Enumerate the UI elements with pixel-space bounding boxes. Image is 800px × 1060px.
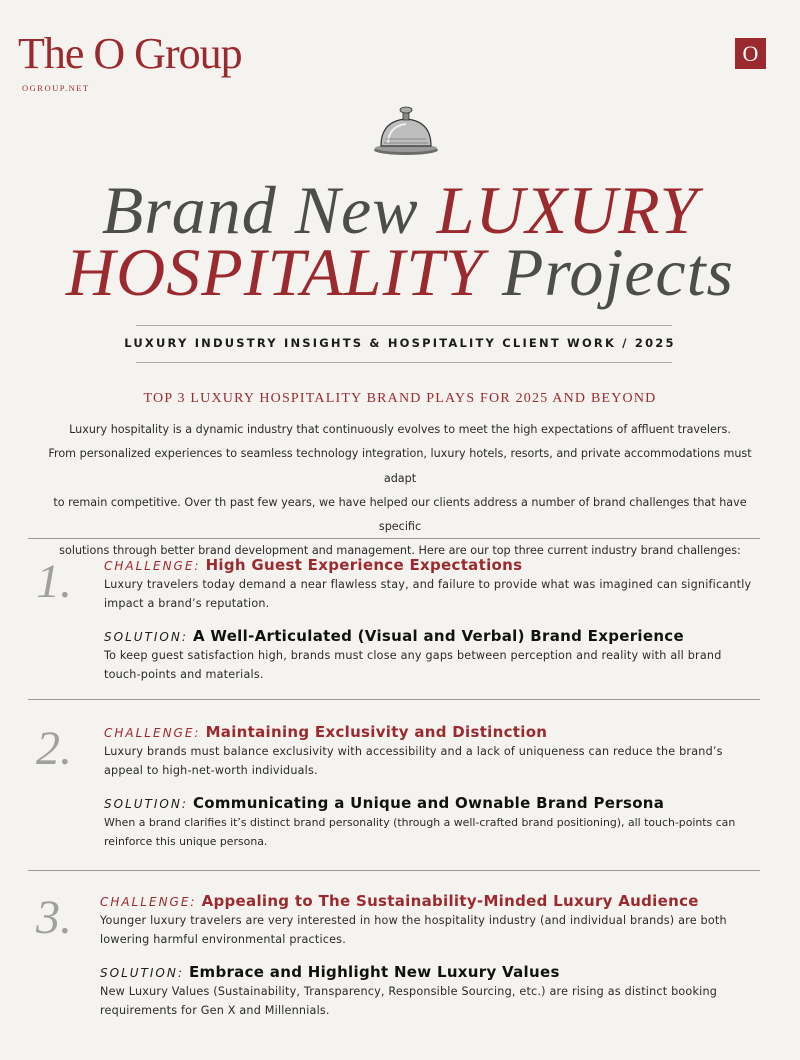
solution-heading bbox=[104, 794, 764, 813]
text-line: Luxury brands must balance exclusivity with accessibility and a lack of uniqueness can reduce the brand’s bbox=[104, 745, 723, 758]
item-number-3: 3. bbox=[36, 891, 72, 944]
intro-line: From personalized experiences to seamless technology integration, luxury hotels, resorts, and private accommodations must adapt bbox=[48, 447, 752, 485]
challenge-text bbox=[104, 742, 764, 780]
solution-label: SOLUTION: bbox=[104, 630, 188, 644]
solution-title: Communicating a Unique and Ownable Brand Persona bbox=[192, 794, 665, 812]
headline-line-2 bbox=[0, 234, 800, 310]
brand-url[interactable]: OGROUP.NET bbox=[22, 83, 90, 93]
challenge-heading bbox=[104, 723, 764, 742]
challenge-title: Appealing to The Sustainability-Minded Luxury Audience bbox=[201, 892, 699, 910]
section-title: TOP 3 LUXURY HOSPITALITY BRAND PLAYS FOR 2025 AND BEYOND bbox=[143, 391, 657, 406]
service-bell-icon bbox=[372, 103, 440, 157]
challenge-title: High Guest Experience Expectations bbox=[205, 556, 523, 574]
intro-line: solutions through better brand development and management. Here are our top three current industry brand challenges: bbox=[59, 544, 741, 558]
text-line: When a brand clarifies it’s distinct brand personality (through a well-crafted brand positioning), all touch-points can bbox=[104, 816, 736, 829]
challenge-heading bbox=[104, 556, 764, 575]
solution-heading bbox=[100, 963, 780, 982]
intro-line: to remain competitive. Over th past few years, we have helped our clients address a number of brand challenges that have specific bbox=[53, 495, 747, 534]
solution-title: A Well-Articulated (Visual and Verbal) Brand Experience bbox=[192, 627, 684, 645]
text-line: Younger luxury travelers are very interested in how the hospitality industry (and individual brands) are both bbox=[100, 914, 727, 927]
challenge-heading bbox=[100, 892, 780, 911]
item-number-2: 2. bbox=[36, 722, 72, 775]
challenge-text bbox=[104, 575, 764, 613]
divider bbox=[28, 870, 760, 871]
text-line: appeal to high-net-worth individuals. bbox=[104, 764, 318, 777]
text-line: reinforce this unique persona. bbox=[104, 835, 268, 848]
subhead: LUXURY INDUSTRY INSIGHTS & HOSPITALITY CLIENT WORK / 2025 bbox=[124, 336, 676, 350]
item-number-1: 1. bbox=[36, 555, 72, 608]
brand-logo-text: The O Group bbox=[18, 29, 242, 78]
challenge-label: CHALLENGE: bbox=[104, 726, 201, 740]
item-2 bbox=[104, 723, 764, 851]
solution-label: SOLUTION: bbox=[104, 797, 188, 811]
text-line: requirements for Gen X and Millennials. bbox=[100, 1004, 330, 1017]
challenge-label: CHALLENGE: bbox=[104, 559, 201, 573]
text-line: New Luxury Values (Sustainability, Transparency, Responsible Sourcing, etc.) are rising as distinct booking bbox=[100, 985, 718, 998]
item-3 bbox=[100, 892, 780, 1020]
solution-text bbox=[104, 813, 764, 851]
headline-projects: Projects bbox=[501, 234, 734, 310]
challenge-title: Maintaining Exclusivity and Distinction bbox=[205, 723, 548, 741]
intro-paragraph bbox=[40, 418, 760, 564]
text-line: lowering harmful environmental practices. bbox=[100, 933, 346, 946]
headline-brand-new: Brand New bbox=[101, 172, 419, 248]
divider bbox=[28, 699, 760, 700]
solution-text bbox=[104, 646, 764, 684]
solution-label: SOLUTION: bbox=[100, 966, 184, 980]
subhead-rule-top bbox=[136, 325, 672, 326]
divider bbox=[28, 538, 760, 539]
intro-line: Luxury hospitality is a dynamic industry that continuously evolves to meet the high expectations of affluent travelers. bbox=[69, 423, 731, 436]
brand-badge: O bbox=[735, 38, 766, 69]
solution-heading bbox=[104, 627, 764, 646]
text-line: To keep guest satisfaction high, brands must close any gaps between perception and reality with all brand bbox=[104, 649, 722, 662]
item-1 bbox=[104, 556, 764, 684]
text-line: Luxury travelers today demand a near flawless stay, and failure to provide what was imagined can significantly bbox=[104, 578, 752, 591]
headline-luxury: LUXURY bbox=[436, 172, 699, 248]
challenge-label: CHALLENGE: bbox=[100, 895, 197, 909]
text-line: impact a brand’s reputation. bbox=[104, 597, 270, 610]
text-line: touch-points and materials. bbox=[104, 668, 264, 681]
solution-text bbox=[100, 982, 780, 1020]
solution-title: Embrace and Highlight New Luxury Values bbox=[188, 963, 560, 981]
challenge-text bbox=[100, 911, 780, 949]
subhead-rule-bottom bbox=[136, 362, 672, 363]
headline-hospitality: HOSPITALITY bbox=[66, 234, 484, 310]
